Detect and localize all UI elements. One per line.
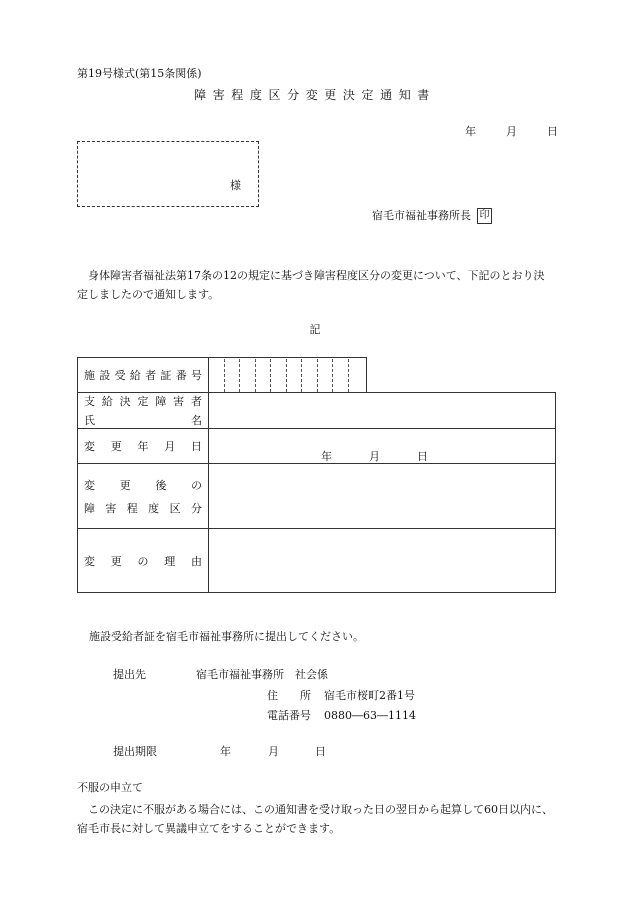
- recipient-label-shi: 氏: [84, 414, 95, 427]
- cert-number-label-text-char: 受: [114, 369, 126, 382]
- recipient-label-text-char: 給: [101, 395, 113, 408]
- recipient-label-text-char: 支: [84, 395, 95, 408]
- new-grade-label-text-2-char: 分: [190, 501, 202, 515]
- deadline-year: 年: [220, 745, 231, 758]
- cert-number-label-text: [84, 367, 202, 383]
- issue-date: [465, 126, 558, 137]
- cert-number-label-text-char: 者: [145, 369, 157, 382]
- new-grade-label: [78, 464, 209, 529]
- change-date-day: 日: [417, 450, 428, 463]
- reason-field[interactable]: [209, 529, 556, 593]
- record-table: [77, 357, 556, 593]
- change-date-label-text-char: 月: [164, 440, 176, 453]
- change-date-year: 年: [321, 450, 332, 463]
- new-grade-label-text-2-char: 程: [126, 501, 138, 515]
- recipient-label-text-char: 害: [173, 395, 185, 408]
- change-date-label-text-char: 更: [110, 440, 122, 453]
- new-grade-label-text-2-char: 障: [84, 501, 95, 515]
- cert-number-label-text-char: 号: [190, 369, 202, 382]
- cert-number-cells[interactable]: [209, 358, 367, 393]
- form-number: 第19号様式(第15条関係): [77, 67, 202, 80]
- new-grade-label-text-2-char: 害: [105, 501, 117, 515]
- address-label: 住 所: [267, 689, 311, 702]
- phone-value: 0880―63―1114: [324, 709, 416, 722]
- issue-date-year: 年: [465, 125, 476, 138]
- recipient-label-mei: 名: [191, 414, 202, 427]
- cert-number-label-text-char: 給: [129, 369, 141, 382]
- reason-label-text-char: 理: [164, 554, 176, 568]
- change-date-label-text-char: 変: [84, 440, 95, 453]
- deadline-label: 提出期限: [113, 745, 157, 758]
- address-value: 宿毛市桜町2番1号: [324, 689, 415, 702]
- change-date-label-text: [84, 438, 202, 454]
- phone-label: 電話番号: [267, 709, 311, 722]
- recipient-name-field[interactable]: [209, 393, 556, 429]
- recipient-label-text-char: 障: [155, 395, 167, 408]
- notice-body: 身体障害者福祉法第17条の12の規定に基づき障害程度区分の変更について、下記のとおり決定しましたので通知します。: [77, 269, 545, 301]
- reason-label-text-char: 更: [110, 554, 122, 568]
- change-date-label: [78, 429, 209, 464]
- cert-number-label: [78, 358, 209, 393]
- cert-number-label-text-char: 番: [175, 369, 187, 382]
- sender: [372, 208, 492, 224]
- reason-label: [78, 529, 209, 593]
- new-grade-label-text-2-char: 度: [148, 501, 160, 515]
- change-date-label-text-char: 年: [137, 440, 149, 453]
- deadline-day: 日: [315, 745, 326, 758]
- reason-label-text: [84, 553, 202, 569]
- new-grade-label-text-1-char: 更: [119, 478, 131, 492]
- new-grade-label-text-1-char: 後: [155, 478, 167, 492]
- new-grade-label-text-1-char: の: [190, 478, 202, 492]
- addressee-suffix: 様: [230, 179, 241, 192]
- issue-date-day: 日: [547, 125, 558, 138]
- row-new-grade: [78, 464, 556, 529]
- recipient-label: [78, 393, 209, 429]
- new-grade-label-text-1: [84, 477, 202, 493]
- destination-value: 宿毛市福祉事務所 社会係: [196, 668, 328, 681]
- seal-mark: 印: [477, 208, 492, 224]
- issue-date-month: 月: [506, 125, 517, 138]
- row-cert-number: [78, 358, 556, 393]
- new-grade-label-text-1-char: 変: [84, 478, 95, 492]
- recipient-label-text: [84, 393, 202, 409]
- submission-note: 施設受給者証を宿毛市福祉事務所に提出してください。: [89, 630, 364, 643]
- recipient-label-text-char: 者: [190, 395, 202, 408]
- reason-label-text-char: 由: [191, 554, 202, 568]
- row-change-date: [78, 429, 556, 464]
- reason-label-text-char: の: [137, 554, 149, 568]
- appeal-text: この決定に不服がある場合には、この通知書を受け取った日の翌日から起算して60日以内に、宿毛市長に対して異議申立てをすることができます。: [77, 803, 553, 835]
- cert-number-label-text-char: 施: [84, 369, 95, 382]
- ki-heading: 記: [309, 323, 321, 336]
- row-reason: [78, 529, 556, 593]
- change-date-month: 月: [369, 450, 380, 463]
- addressee-box: [77, 141, 259, 207]
- destination-label: 提出先: [113, 668, 146, 681]
- new-grade-field[interactable]: [209, 464, 556, 529]
- change-date-field[interactable]: [209, 429, 556, 464]
- sender-name: 宿毛市福祉事務所長: [372, 209, 471, 222]
- document-title: 障害程度区分変更決定通知書: [194, 88, 436, 102]
- new-grade-label-text-2: [84, 500, 202, 516]
- row-recipient: [78, 393, 556, 429]
- reason-label-text-char: 変: [84, 554, 95, 568]
- table-blank: [367, 358, 556, 393]
- new-grade-label-text-2-char: 区: [169, 501, 181, 515]
- recipient-label-text-char: 定: [137, 395, 149, 408]
- cert-number-label-text-char: 設: [99, 369, 111, 382]
- recipient-label-text-char: 決: [119, 395, 131, 408]
- appeal-heading: 不服の申立て: [77, 781, 143, 794]
- change-date-label-text-char: 日: [191, 440, 202, 453]
- cert-number-label-text-char: 証: [160, 369, 172, 382]
- deadline-month: 月: [268, 745, 279, 758]
